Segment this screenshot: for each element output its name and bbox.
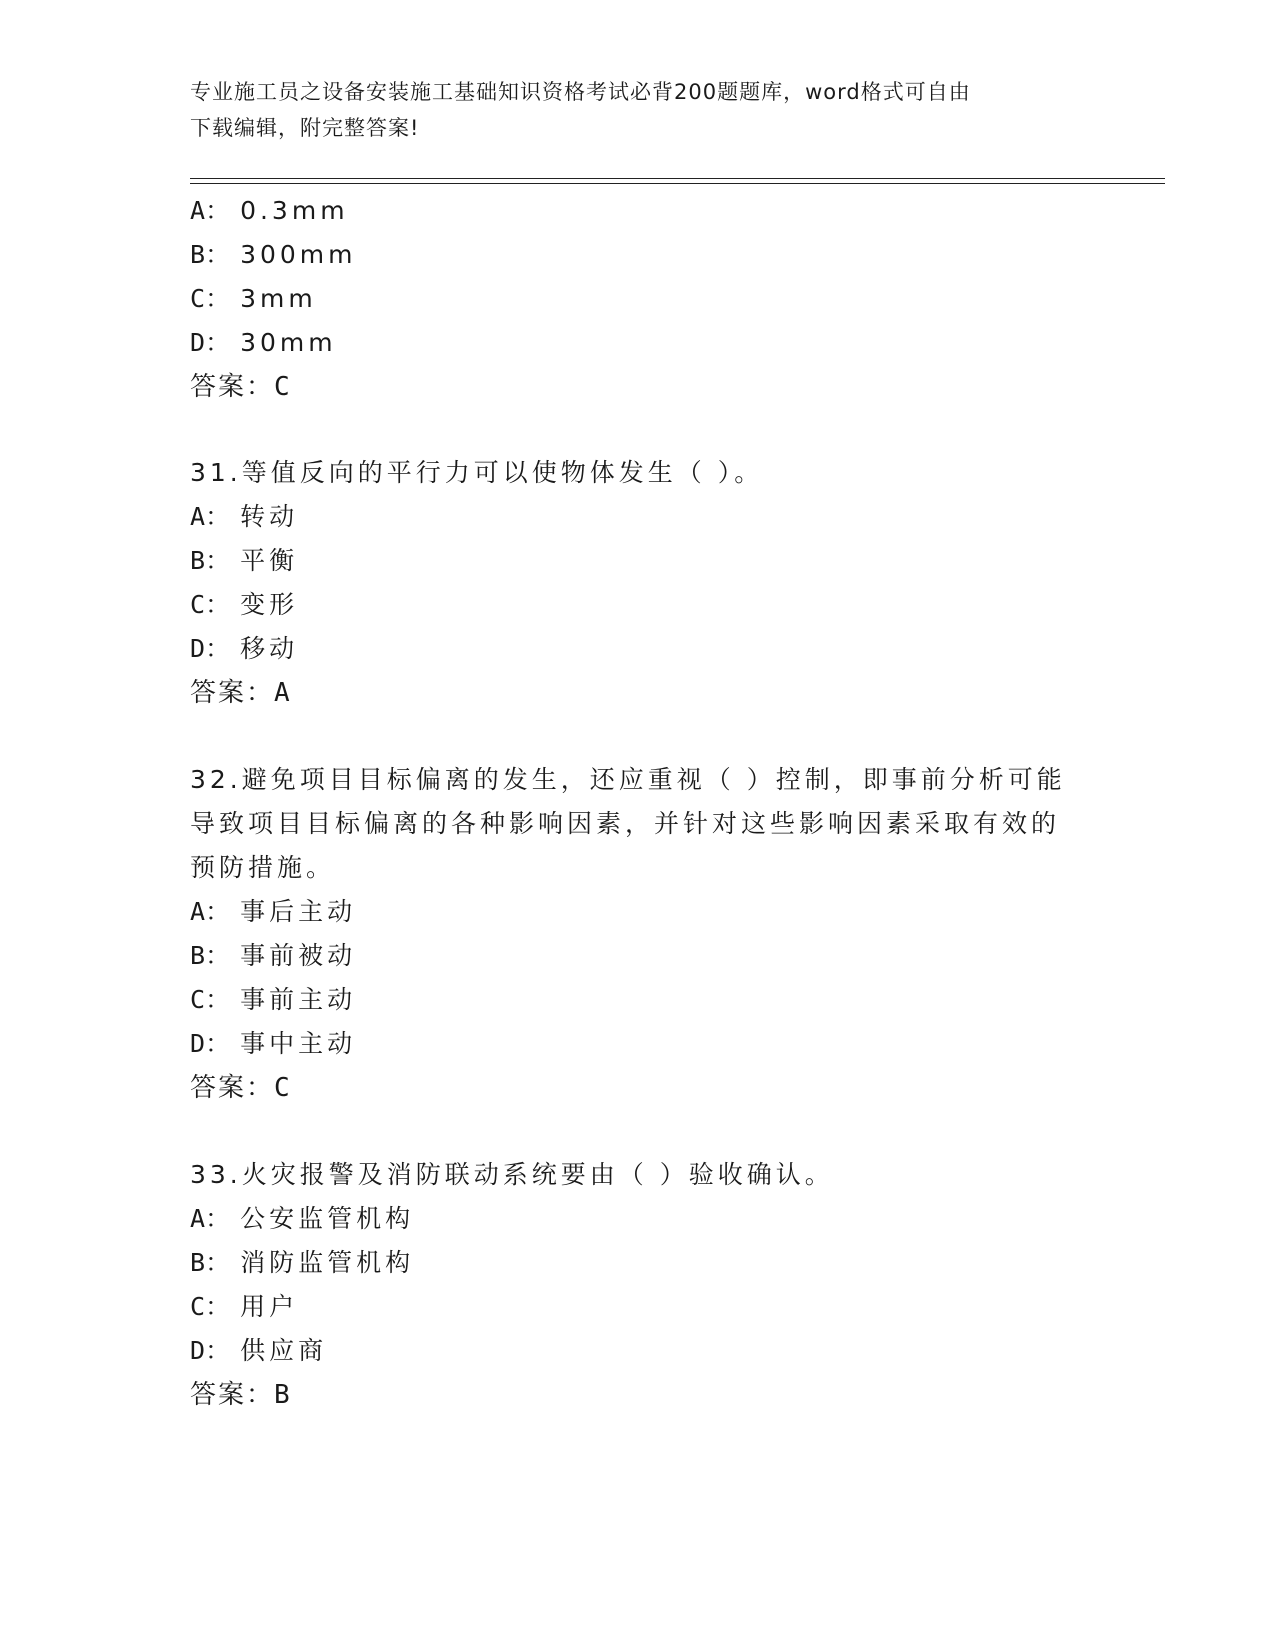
option-letter: A bbox=[190, 1204, 206, 1233]
option-letter: B bbox=[190, 240, 206, 269]
option-text: 移动 bbox=[240, 634, 299, 663]
answer-label: 答案： bbox=[190, 1380, 275, 1410]
answer-label: 答案： bbox=[190, 678, 275, 708]
q31-option-a: A： 转动 bbox=[190, 502, 299, 531]
option-letter: B bbox=[190, 546, 206, 575]
option-text: 变形 bbox=[240, 590, 299, 619]
header-divider-bottom bbox=[190, 183, 1165, 184]
q31-answer bbox=[190, 678, 290, 708]
option-letter: C bbox=[190, 590, 206, 619]
q30-option-d: D： 30mm bbox=[190, 328, 337, 357]
option-text: 30mm bbox=[240, 328, 337, 357]
answer-value: C bbox=[274, 372, 290, 402]
q31-option-d: D： 移动 bbox=[190, 634, 299, 663]
option-letter: C bbox=[190, 284, 206, 313]
option-text: 用户 bbox=[240, 1292, 299, 1321]
q30-answer bbox=[190, 372, 290, 402]
option-letter: A bbox=[190, 897, 206, 926]
q33-option-a: A： 公安监管机构 bbox=[190, 1204, 415, 1233]
option-letter: C bbox=[190, 1292, 206, 1321]
option-text: 事中主动 bbox=[240, 1029, 357, 1058]
header-divider-top bbox=[190, 178, 1165, 179]
option-letter: D bbox=[190, 1029, 206, 1058]
q30-option-b: B： 300mm bbox=[190, 240, 357, 269]
option-letter: D bbox=[190, 1336, 206, 1365]
q32-question-line-1: 32.避免项目目标偏离的发生，还应重视（ ）控制，即事前分析可能 bbox=[190, 765, 1066, 794]
q31-option-c: C： 变形 bbox=[190, 590, 299, 619]
document-header bbox=[190, 74, 1090, 146]
q32-answer bbox=[190, 1073, 290, 1103]
q31-question: 31.等值反向的平行力可以使物体发生（ ）。 bbox=[190, 458, 764, 487]
q33-option-d: D： 供应商 bbox=[190, 1336, 328, 1365]
option-text: 事前主动 bbox=[240, 985, 357, 1014]
q33-question: 33.火灾报警及消防联动系统要由（ ）验收确认。 bbox=[190, 1160, 834, 1189]
option-text: 事后主动 bbox=[240, 897, 357, 926]
q33-answer bbox=[190, 1380, 290, 1410]
q32-option-a: A： 事后主动 bbox=[190, 897, 357, 926]
q32-option-d: D： 事中主动 bbox=[190, 1029, 357, 1058]
q30-option-a: A： 0.3mm bbox=[190, 196, 349, 225]
answer-value: A bbox=[274, 678, 290, 708]
header-title-line-1: 专业施工员之设备安装施工基础知识资格考试必背200题题库，word格式可自由 bbox=[190, 80, 971, 104]
q31-option-b: B： 平衡 bbox=[190, 546, 299, 575]
option-letter: A bbox=[190, 196, 206, 225]
option-text: 供应商 bbox=[240, 1336, 328, 1365]
q33-option-c: C： 用户 bbox=[190, 1292, 299, 1321]
option-letter: A bbox=[190, 502, 206, 531]
q30-option-c: C： 3mm bbox=[190, 284, 317, 313]
answer-value: B bbox=[274, 1380, 290, 1410]
option-text: 平衡 bbox=[240, 546, 299, 575]
answer-value: C bbox=[274, 1073, 290, 1103]
option-text: 300mm bbox=[240, 240, 357, 269]
q32-option-b: B： 事前被动 bbox=[190, 941, 357, 970]
q32-question-line-3: 预防措施。 bbox=[190, 853, 336, 882]
option-letter: D bbox=[190, 328, 206, 357]
option-letter: C bbox=[190, 985, 206, 1014]
answer-label: 答案： bbox=[190, 372, 275, 402]
option-letter: B bbox=[190, 941, 206, 970]
option-text: 事前被动 bbox=[240, 941, 357, 970]
option-letter: D bbox=[190, 634, 206, 663]
option-text: 转动 bbox=[240, 502, 299, 531]
q33-option-b: B： 消防监管机构 bbox=[190, 1248, 415, 1277]
option-text: 消防监管机构 bbox=[240, 1248, 415, 1277]
option-text: 3mm bbox=[240, 284, 317, 313]
header-title-line-2: 下载编辑，附完整答案! bbox=[190, 116, 420, 140]
option-text: 0.3mm bbox=[240, 196, 349, 225]
option-letter: B bbox=[190, 1248, 206, 1277]
option-text: 公安监管机构 bbox=[240, 1204, 415, 1233]
q32-option-c: C： 事前主动 bbox=[190, 985, 357, 1014]
q32-question-line-2: 导致项目目标偏离的各种影响因素，并针对这些影响因素采取有效的 bbox=[190, 809, 1061, 838]
answer-label: 答案： bbox=[190, 1073, 275, 1103]
